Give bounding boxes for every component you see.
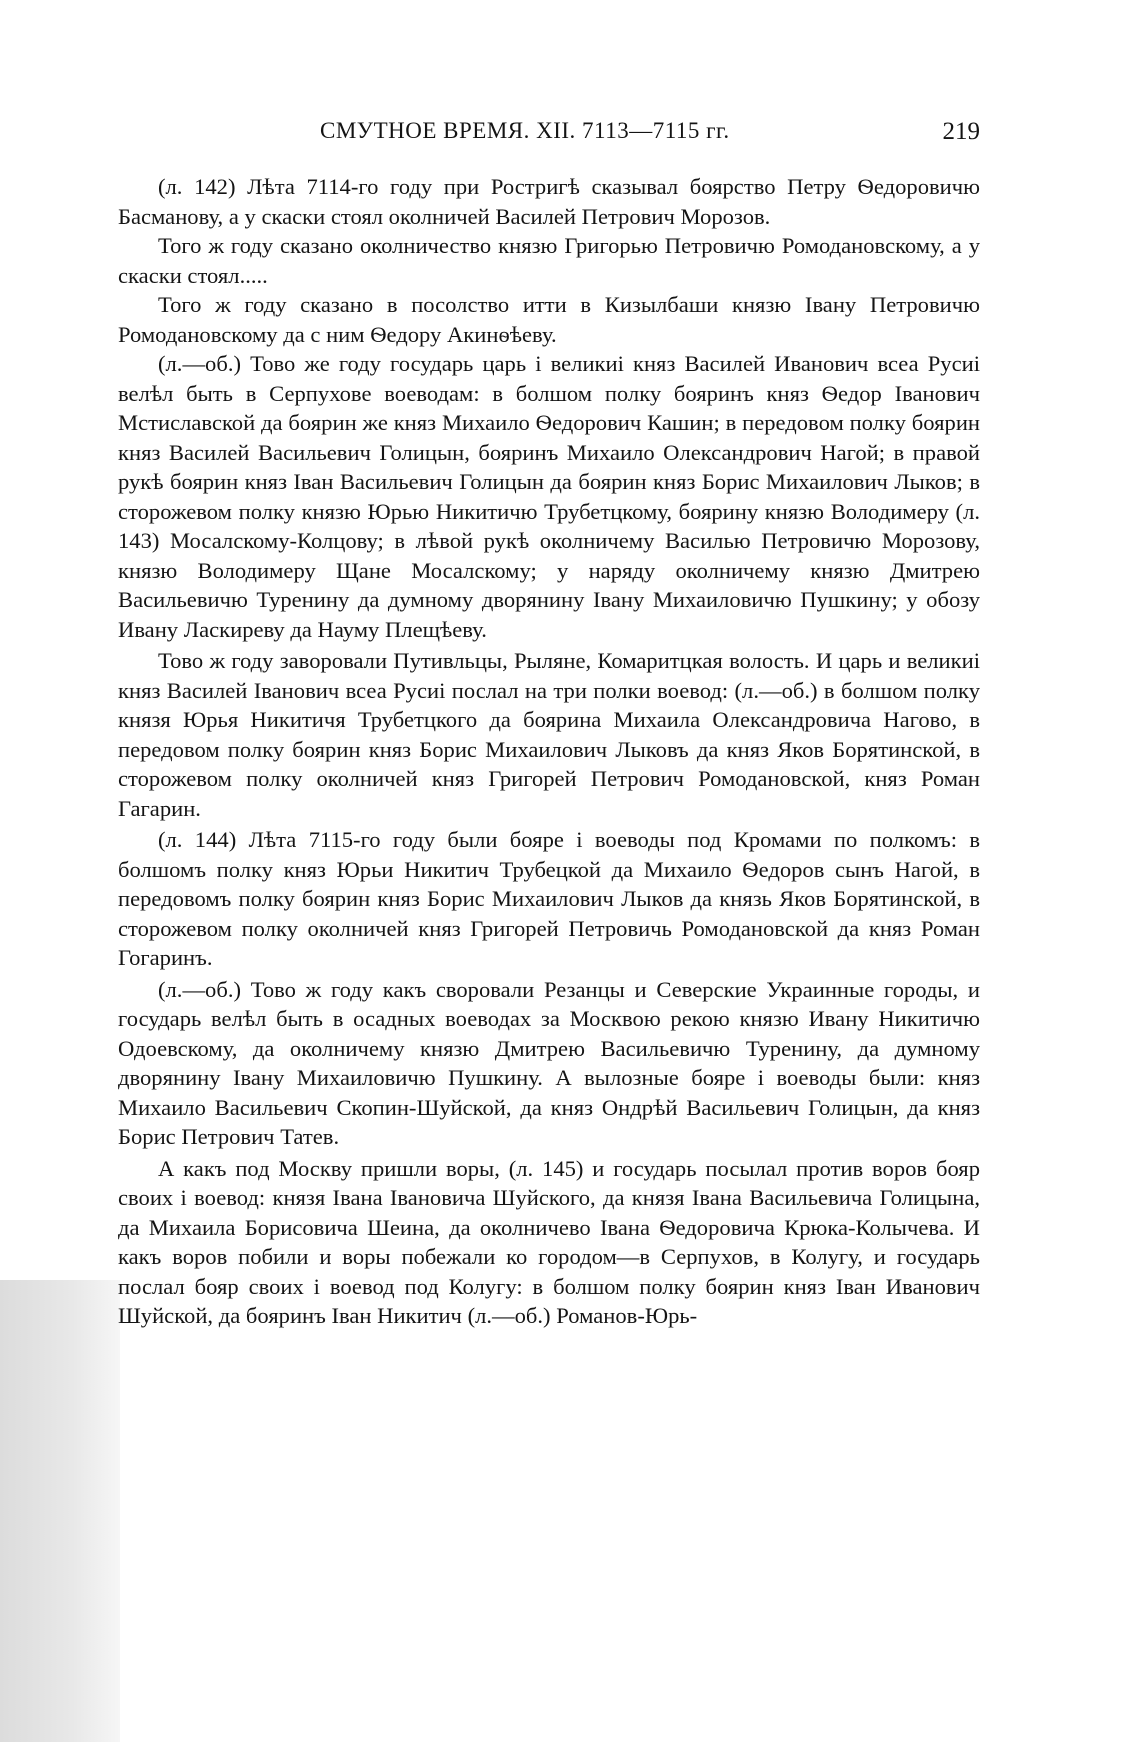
running-title: СМУТНОЕ ВРЕМЯ. XII. 7113—7115 гг. (320, 118, 730, 143)
paragraph: Того ж году сказано в посолство итти в Кизылбаши князю Івану Петровичю Ромодановскому да с ним Ѳедору Акинѳѣеву. (118, 292, 980, 347)
paragraph: (л.—об.) Тово же году государь царь і великиі княз Василей Иванович всеа Русиі велѣл быть в Серпухове воеводам: в болшом полку бояринъ княз Ѳедор Іванович Мстиславской да боярин же княз Михаило Ѳедорович Кашин; в передовом полку боярин княз Василей Васильевич Голицын, бояринъ Михаило Олександрович Нагой; в правой рукѣ боярин княз Іван Васильевич Голицын да боярин княз Борис Михаилович Лыков; в сторожевом полку князю Юрью Никитичю Трубетцкому, боярину князю Володимеру (л. 143) Мосалскому-Колцову; в лѣвой рукѣ околничему Василью Петровичю Морозову, князю Володимеру Щане Мосалскому; у наряду околничему князю Дмитрею Васильевичю Туренину да думному дворянину Івану Михаиловичю Пушкину; у обозу Ивану Ласкиреву да Науму Плещѣеву. (118, 351, 980, 642)
paragraph: (л.—об.) Тово ж году какъ своровали Резанцы и Северские Украинные городы, и государь велѣл быть в осадных воеводах за Москвою рекою князю Ивану Никитичю Одоевскому, да околничему князю Дмитрею Васильевичю Туренину, да думному дворянину Івану Михаиловичю Пушкину. А вылозные бояре і воеводы были: княз Михаило Васильевич Скопин-Шуйской, да княз Ондрѣй Васильевич Голицын, да княз Борис Петрович Татев. (118, 976, 980, 1149)
page-header (120, 118, 980, 158)
paragraph: Того ж году сказано околничество князю Григорью Петровичю Ромодановскому, а у скаски стоял..... (118, 233, 980, 288)
page-number: 219 (942, 118, 980, 145)
body-text (118, 172, 980, 1331)
scan-shadow (0, 1280, 120, 1742)
paragraph: (л. 142) Лѣта 7114-го году при Ростригѣ сказывал боярство Петру Ѳедоровичю Басманову, а у скаски стоял околничей Василей Петрович Морозов. (118, 174, 980, 229)
paragraph: Тово ж году заворовали Путивльцы, Рыляне, Комаритцкая волость. И царь и великиі княз Василей Іванович всеа Русиі послал на три полки воевод: (л.—об.) в болшом полку князя Юрья Никитичя Трубетцкого да боярина Михаила Олександровича Нагово, в передовом полку боярин княз Борис Михаилович Лыковъ да княз Яков Борятинской, в сторожевом полку околничей княз Григорей Петрович Ромодановской, княз Роман Гагарин. (118, 648, 980, 821)
paragraph: (л. 144) Лѣта 7115-го году были бояре і воеводы под Кромами по полкомъ: в болшомъ полку княз Юрьи Никитич Трубецкой да Михаило Ѳедоров сынъ Нагой, в передовомъ полку боярин княз Борис Михаилович Лыков да князь Яков Борятинской, в сторожевом полку околничей княз Григорей Петровичь Ромодановской да княз Роман Гогаринъ. (118, 827, 980, 970)
paragraph: А какъ под Москву пришли воры, (л. 145) и государь посылал против воров бояр своих і воевод: князя Івана Івановича Шуйского, да князя Івана Васильевича Голицына, да Михаила Борисовича Шеина, да околничево Івана Ѳедоровича Крюка-Колычева. И какъ воров побили и воры побежали ко городом—в Серпухов, в Колугу, и государь послал бояр своих і воевод под Колугу: в болшом полку боярин княз Іван Иванович Шуйской, да бояринъ Іван Никитич (л.—об.) Романов-Юрь- (118, 1155, 980, 1328)
